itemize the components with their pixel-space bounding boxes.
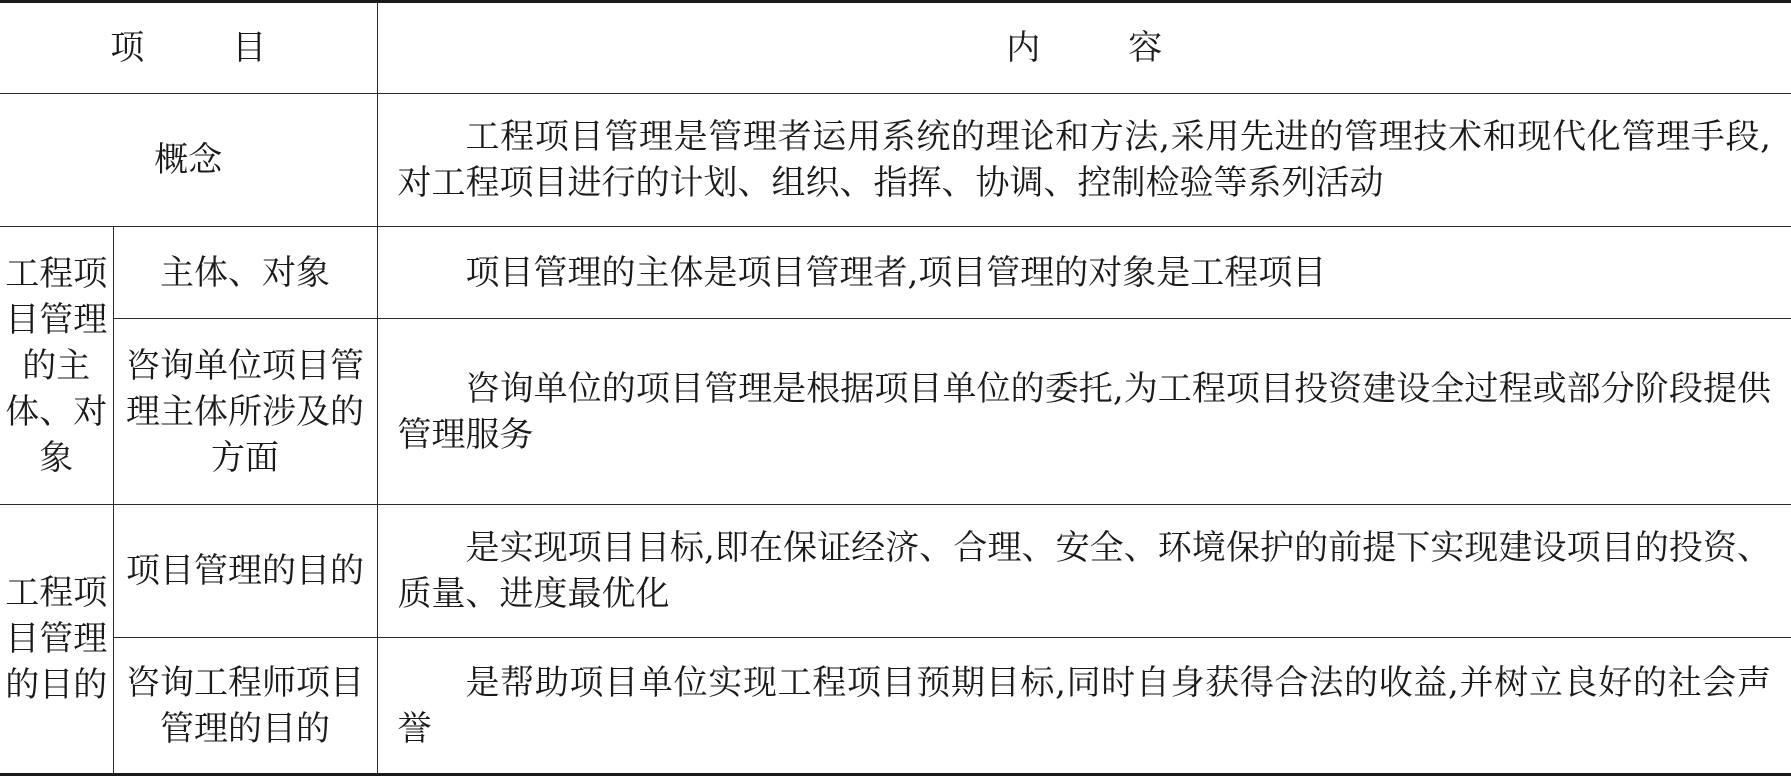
header-item-char-2: 目	[232, 28, 267, 68]
header-item-cell	[0, 2, 377, 94]
row-content-concept	[377, 94, 1791, 227]
header-content-char-1: 内	[1006, 28, 1041, 68]
header-item-char-1: 项	[110, 28, 145, 68]
row-content-text: 项目管理的主体是项目管理者,项目管理的对象是工程项目	[465, 252, 1327, 293]
row-content-engineer-purpose	[377, 638, 1791, 775]
group-label-purpose: 工程项目管理的目的	[0, 505, 113, 775]
row-label-subject-object: 主体、对象	[113, 227, 377, 319]
header-row	[0, 2, 1791, 94]
table-row	[0, 505, 1791, 638]
table-row	[0, 319, 1791, 505]
header-content-cell	[377, 2, 1791, 94]
row-label-management-purpose: 项目管理的目的	[113, 505, 377, 638]
header-content-char-2: 容	[1128, 28, 1163, 68]
row-content-text: 是帮助项目单位实现工程项目预期目标,同时自身获得合法的收益,并树立良好的社会声誉	[397, 662, 1771, 749]
row-content-text: 是实现项目目标,即在保证经济、合理、安全、环境保护的前提下实现建设项目的投资、质量、进度最优化	[397, 528, 1771, 614]
row-label-consulting-subject: 咨询单位项目管理主体所涉及的方面	[113, 319, 377, 505]
row-label-concept: 概念	[0, 94, 377, 227]
row-content-text: 咨询单位的项目管理是根据项目单位的委托,为工程项目投资建设全过程或部分阶段提供管理服务	[397, 368, 1771, 455]
row-label-engineer-purpose: 咨询工程师项目管理的目的	[113, 638, 377, 775]
group-label-subject-object: 工程项目管理的主体、对象	[0, 227, 113, 505]
table-row	[0, 227, 1791, 319]
table-row	[0, 638, 1791, 775]
row-content-management-purpose	[377, 505, 1791, 638]
row-content-consulting-subject	[377, 319, 1791, 505]
row-content-text: 工程项目管理是管理者运用系统的理论和方法,采用先进的管理技术和现代化管理手段,对工程项目进行的计划、组织、指挥、协调、控制检验等系列活动	[397, 117, 1771, 203]
row-content-subject-object	[377, 227, 1791, 319]
table-row	[0, 94, 1791, 227]
